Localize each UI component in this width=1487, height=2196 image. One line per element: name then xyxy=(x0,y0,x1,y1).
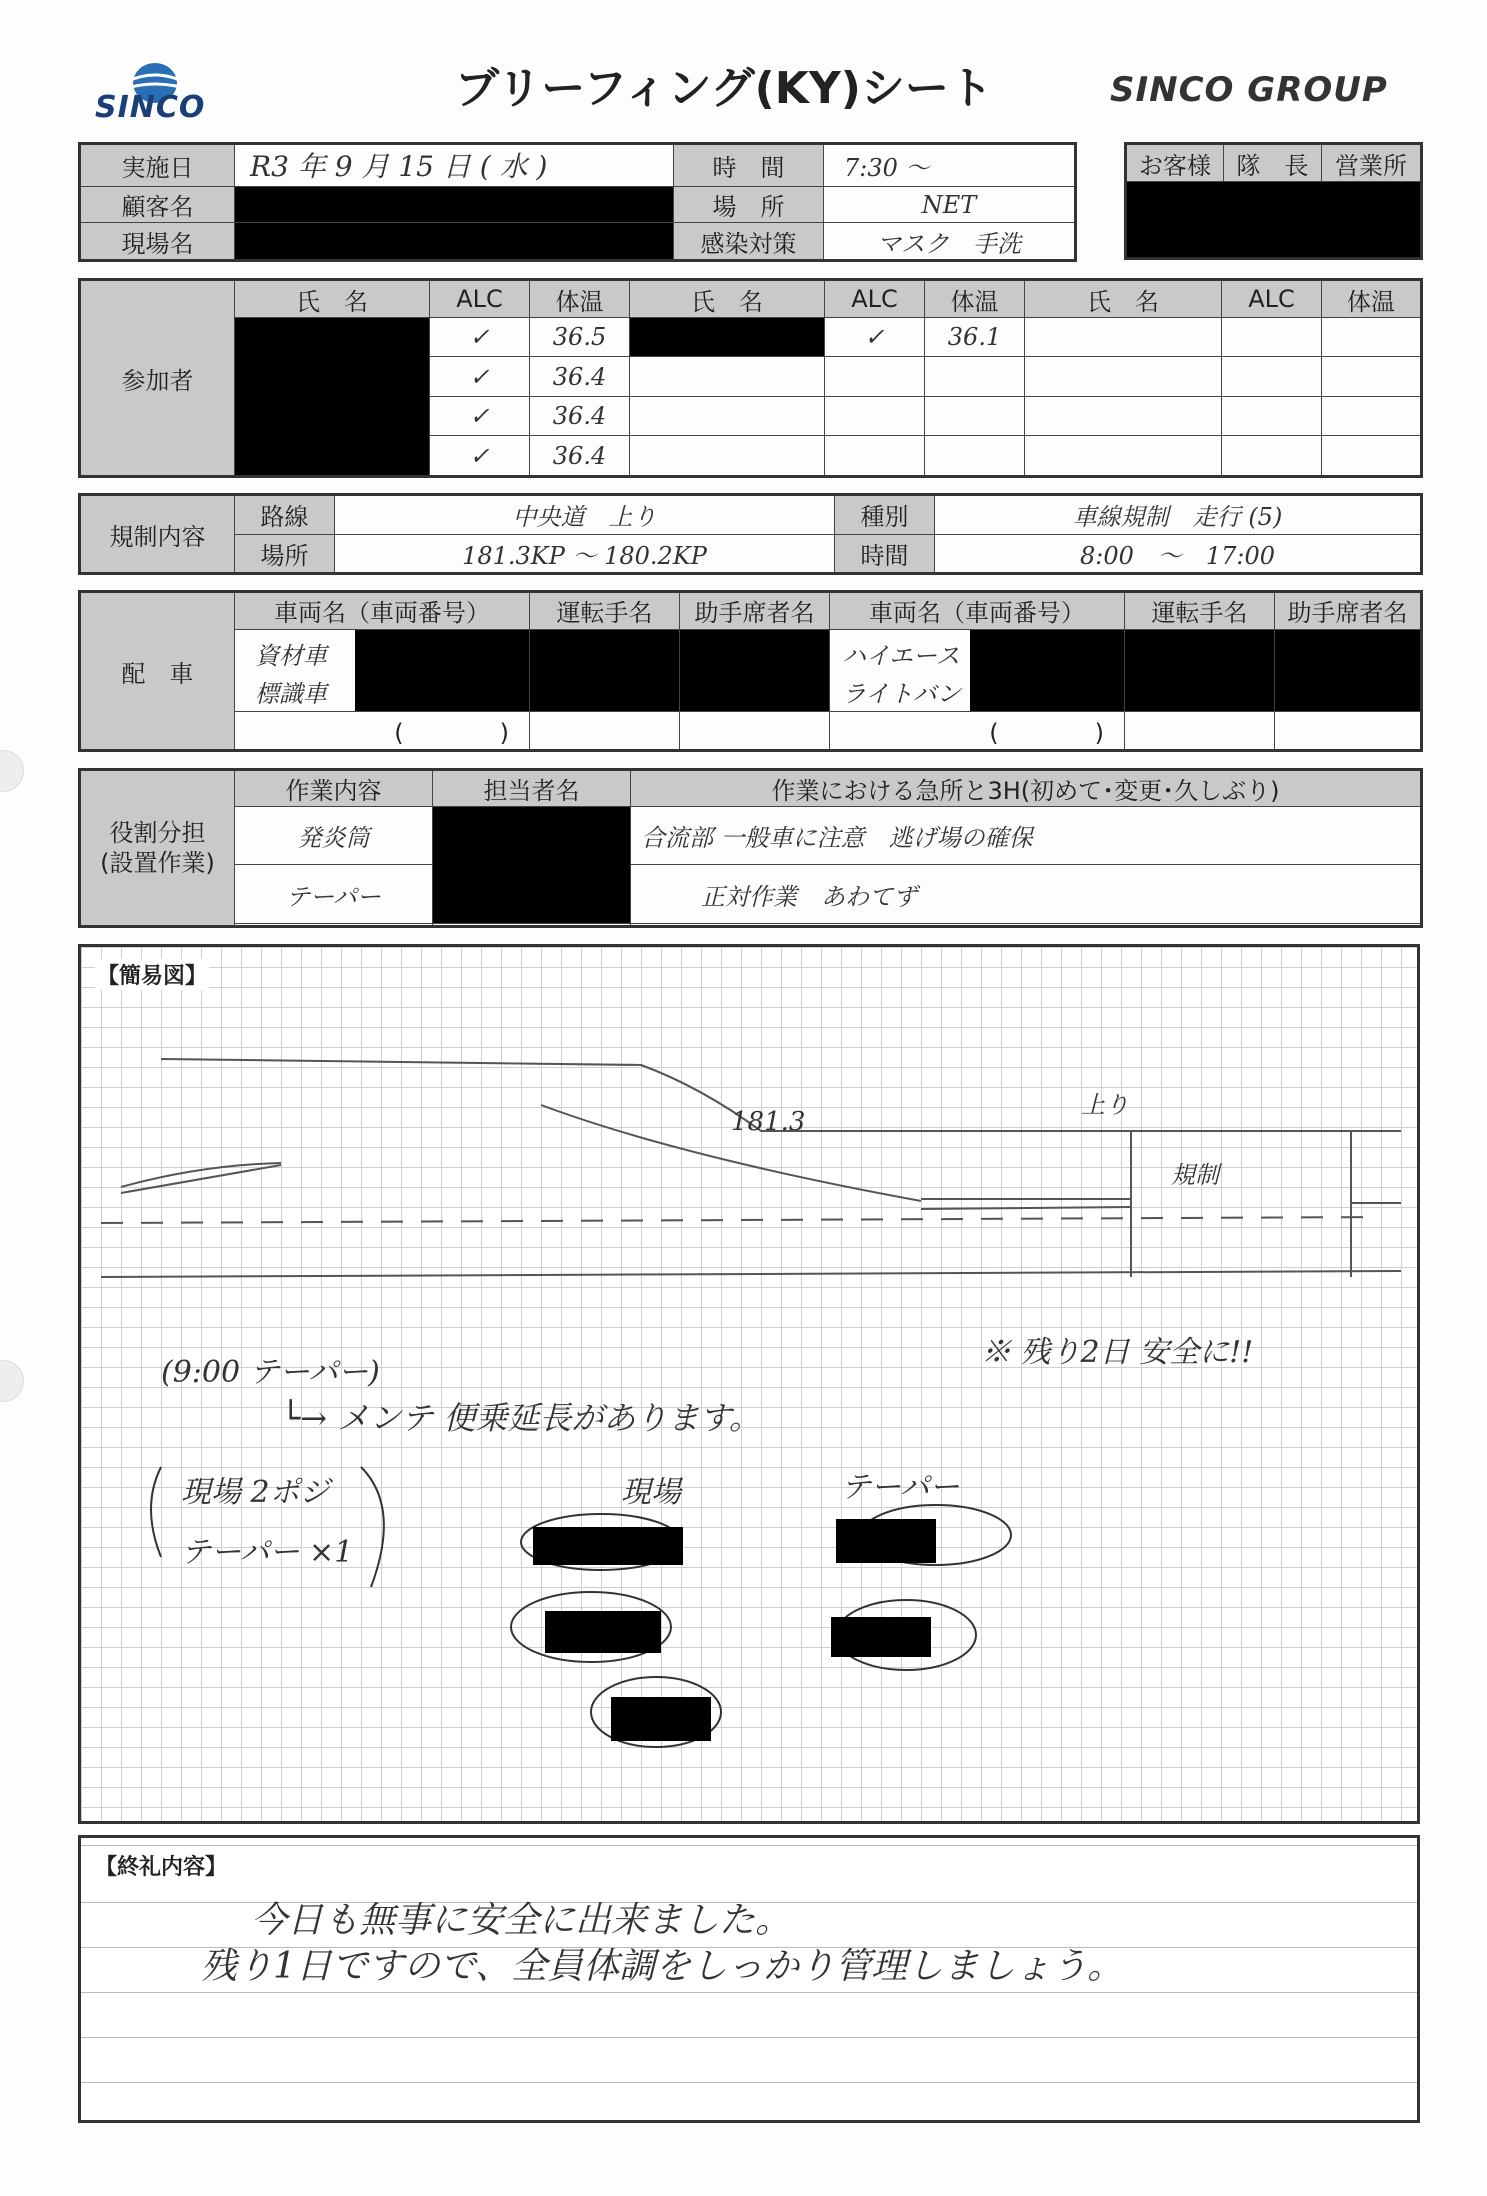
col-temp-1: 体温 xyxy=(530,280,630,318)
person-redacted xyxy=(433,807,631,924)
type-label: 種別 xyxy=(835,495,935,535)
col-alc-3: ALC xyxy=(1222,280,1322,318)
alc-check: ✓ xyxy=(430,318,530,357)
vehicles-label: 配 車 xyxy=(80,592,235,751)
place-value: 181.3KP ～ 180.2KP xyxy=(335,534,835,574)
closing-label: 【終礼内容】 xyxy=(95,1855,228,1880)
place-label: 場 所 xyxy=(674,186,824,223)
info-table xyxy=(78,142,1077,262)
participants-table xyxy=(78,278,1423,478)
sketch-label: 【簡易図】 xyxy=(95,959,209,990)
site-redacted xyxy=(235,223,674,261)
staff-redacted xyxy=(545,1611,661,1653)
zone-label: 規制 xyxy=(1171,1161,1219,1189)
col-person: 担当者名 xyxy=(433,770,631,807)
sinco-logo xyxy=(90,55,220,125)
vehicle-cell-right xyxy=(830,629,1125,711)
vehicle-name: ライトバン xyxy=(842,679,961,708)
assistant-redacted xyxy=(1275,629,1422,711)
col-name-3: 氏 名 xyxy=(1025,280,1222,318)
temp-value: 36.1 xyxy=(925,318,1025,357)
sketch-area xyxy=(78,944,1420,1824)
col-driver-1: 運転手名 xyxy=(530,592,680,630)
reg-time-value: 8:00 ～ 17:00 xyxy=(935,534,1422,574)
vehicle-name: 資材車 xyxy=(255,641,327,670)
signature-redacted xyxy=(1126,182,1422,259)
participants-label: 参加者 xyxy=(80,280,235,477)
time-value: 7:30 ～ xyxy=(824,144,1076,187)
vehicle-number-redacted xyxy=(970,630,1124,711)
alc-check: ✓ xyxy=(430,357,530,396)
assistant-redacted xyxy=(680,629,830,711)
temp-value: 36.4 xyxy=(530,357,630,396)
date-value: R3 年 9 月 15 日 ( 水 ) xyxy=(235,144,674,187)
binder-hole xyxy=(0,750,24,792)
alc-check: ✓ xyxy=(825,318,925,357)
closing-area xyxy=(78,1835,1420,2123)
sign-office-label: 営業所 xyxy=(1322,144,1422,182)
roles-table xyxy=(78,768,1423,928)
staff-redacted xyxy=(611,1697,711,1741)
vehicle-name: ハイエース xyxy=(842,641,960,670)
staff-note: テーパー ×1 xyxy=(181,1535,354,1570)
staff-redacted xyxy=(831,1617,931,1657)
infection-label: 感染対策 xyxy=(674,223,824,261)
place-label: 場所 xyxy=(235,534,335,574)
col-vehicle-1: 車両名（車両番号） xyxy=(235,592,530,630)
sign-leader-label: 隊 長 xyxy=(1224,144,1322,182)
note-time: (9:00 テーパー) xyxy=(161,1355,380,1390)
col-vehicle-2: 車両名（車両番号） xyxy=(830,592,1125,630)
site-label: 現場名 xyxy=(80,223,235,261)
vehicle-number-paren: ( ) xyxy=(830,712,1125,751)
regulation-table xyxy=(78,493,1423,575)
sign-customer-label: お客様 xyxy=(1126,144,1224,182)
col-site-heading: 現場 xyxy=(621,1475,681,1510)
infection-value: マスク 手洗 xyxy=(824,223,1076,261)
reg-time-label: 時間 xyxy=(835,534,935,574)
temp-value: 36.4 xyxy=(530,436,630,477)
signature-table xyxy=(1124,142,1423,260)
group-logo: SINCO GROUP xyxy=(1110,70,1388,110)
page-title: ブリーフィング(KY)シート xyxy=(455,63,993,114)
vehicle-number-redacted xyxy=(355,630,529,711)
vehicle-number-paren: ( ) xyxy=(235,712,530,751)
participant-name-redacted xyxy=(630,318,825,357)
temp-value: 36.4 xyxy=(530,396,630,435)
direction-label: 上り xyxy=(1081,1091,1129,1119)
route-value: 中央道 上り xyxy=(335,495,835,535)
customer-label: 顧客名 xyxy=(80,186,235,223)
work-value: テーパー xyxy=(235,865,433,923)
points-value: 合流部 一般車に注意 逃げ場の確保 xyxy=(631,807,1422,865)
binder-hole xyxy=(0,1360,24,1402)
vehicles-table xyxy=(78,590,1423,752)
col-assistant-2: 助手席者名 xyxy=(1275,592,1422,630)
customer-redacted xyxy=(235,186,674,223)
note-warning: ※ 残り2日 安全に!! xyxy=(981,1335,1254,1370)
points-value: 正対作業 あわてず xyxy=(631,865,1422,923)
staff-redacted xyxy=(533,1527,683,1565)
driver-redacted xyxy=(1125,629,1275,711)
col-name-2: 氏 名 xyxy=(630,280,825,318)
col-name-1: 氏 名 xyxy=(235,280,430,318)
col-temp-2: 体温 xyxy=(925,280,1025,318)
time-label: 時 間 xyxy=(674,144,824,187)
place-value: NET xyxy=(824,186,1076,223)
col-alc-2: ALC xyxy=(825,280,925,318)
staff-note: 現場 2ポジ xyxy=(181,1475,330,1510)
closing-line-2: 残り1日ですので、全員体調をしっかり管理しましょう。 xyxy=(201,1946,1124,1987)
route-label: 路線 xyxy=(235,495,335,535)
closing-line-1: 今日も無事に安全に出来ました。 xyxy=(251,1900,792,1941)
col-points: 作業における急所と3H(初めて･変更･久しぶり) xyxy=(631,770,1422,807)
alc-check: ✓ xyxy=(430,436,530,477)
vehicle-cell-left xyxy=(235,629,530,711)
work-value: 発炎筒 xyxy=(235,807,433,865)
temp-value: 36.5 xyxy=(530,318,630,357)
vehicle-name: 標識車 xyxy=(255,679,327,708)
col-taper-heading: テーパー xyxy=(841,1470,960,1505)
roles-label: 役割分担 (設置作業) xyxy=(80,770,235,927)
km-marker: 181.3 xyxy=(731,1107,806,1137)
staff-redacted xyxy=(836,1519,936,1563)
driver-redacted xyxy=(530,629,680,711)
regulation-label: 規制内容 xyxy=(80,495,235,574)
alc-check: ✓ xyxy=(430,396,530,435)
logo-text: SINCO xyxy=(95,90,206,125)
note-main: └→ メンテ 便乗延長があります。 xyxy=(281,1399,761,1437)
date-label: 実施日 xyxy=(80,144,235,187)
col-work: 作業内容 xyxy=(235,770,433,807)
col-alc-1: ALC xyxy=(430,280,530,318)
col-assistant-1: 助手席者名 xyxy=(680,592,830,630)
col-driver-2: 運転手名 xyxy=(1125,592,1275,630)
type-value: 車線規制 走行 (5) xyxy=(935,495,1422,535)
col-temp-3: 体温 xyxy=(1322,280,1422,318)
participant-names-redacted xyxy=(235,318,430,477)
